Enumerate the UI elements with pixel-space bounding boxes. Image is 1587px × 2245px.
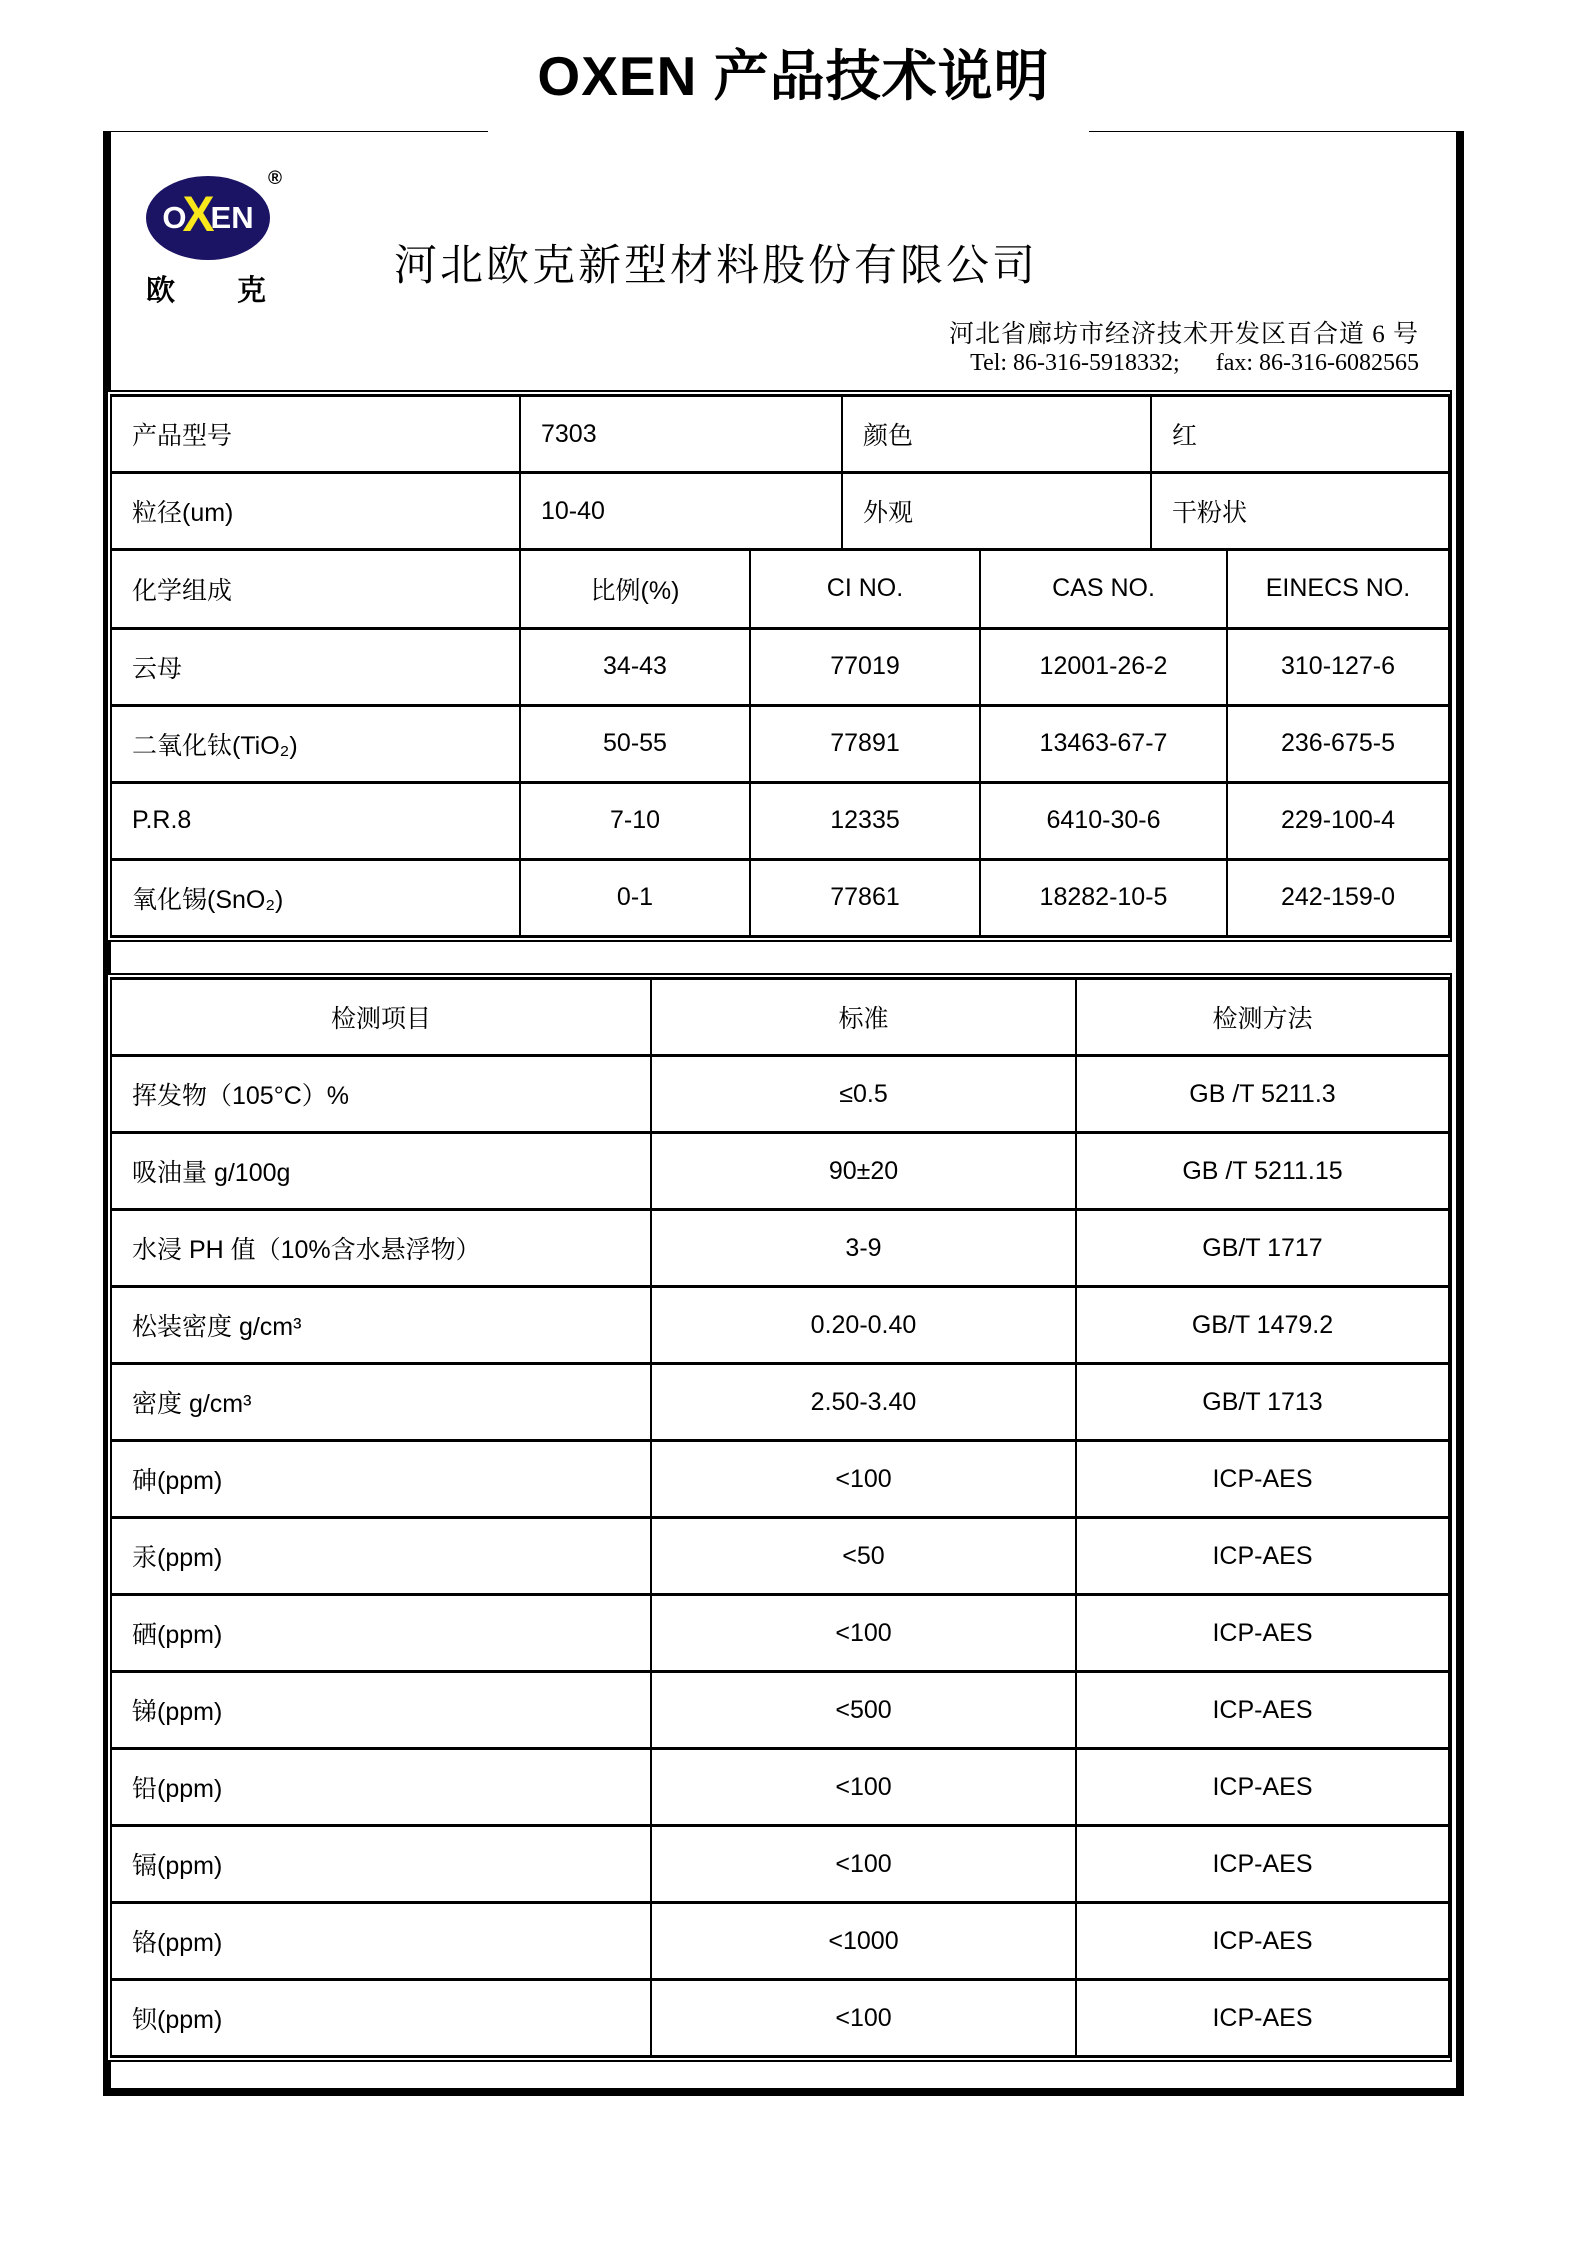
test-cell: GB/T 1479.2 [1076, 1287, 1449, 1364]
test-table-wrap [106, 973, 1452, 2062]
composition-cell: 236-675-5 [1227, 705, 1449, 782]
composition-cell: 77891 [750, 705, 980, 782]
composition-cell: 化学组成 [111, 551, 520, 628]
table-row [111, 1903, 1449, 1980]
table-row [111, 473, 1449, 550]
test-cell: 水浸 PH 值（10%含水悬浮物） [111, 1210, 651, 1287]
page-title: OXEN 产品技术说明 [537, 45, 1050, 107]
table-row [111, 1056, 1449, 1133]
test-cell: 密度 g/cm³ [111, 1364, 651, 1441]
composition-cell: 77861 [750, 859, 980, 936]
test-cell: 锑(ppm) [111, 1672, 651, 1749]
composition-cell: 7-10 [520, 782, 750, 859]
test-cell: 砷(ppm) [111, 1441, 651, 1518]
table-row [111, 859, 1449, 936]
table-row [111, 1826, 1449, 1903]
product-info-cell: 产品型号 [111, 396, 520, 473]
test-cell: ICP-AES [1076, 1903, 1449, 1980]
composition-cell: 12001-26-2 [980, 628, 1227, 705]
table-row [111, 1518, 1449, 1595]
test-cell: ICP-AES [1076, 1595, 1449, 1672]
test-cell: ICP-AES [1076, 1672, 1449, 1749]
table-row [111, 705, 1449, 782]
test-cell: <500 [651, 1672, 1076, 1749]
test-cell: <100 [651, 1749, 1076, 1826]
test-cell: ICP-AES [1076, 1826, 1449, 1903]
header-cell: 检测方法 [1076, 979, 1449, 1056]
company-address-block [949, 320, 1419, 378]
test-cell: GB/T 1713 [1076, 1364, 1449, 1441]
composition-cell: 34-43 [520, 628, 750, 705]
test-cell: <100 [651, 1441, 1076, 1518]
logo-letter-o: O [162, 200, 187, 235]
table-row [111, 782, 1449, 859]
product-info-cell: 外观 [842, 473, 1151, 550]
composition-cell: 229-100-4 [1227, 782, 1449, 859]
composition-cell: 云母 [111, 628, 520, 705]
chemical-composition-table [110, 551, 1450, 938]
test-cell: GB /T 5211.3 [1076, 1056, 1449, 1133]
test-cell: <100 [651, 1826, 1076, 1903]
composition-cell: 242-159-0 [1227, 859, 1449, 936]
test-cell: <100 [651, 1595, 1076, 1672]
table-row [111, 551, 1449, 628]
table-row [111, 1595, 1449, 1672]
test-cell: GB/T 1717 [1076, 1210, 1449, 1287]
test-cell: <1000 [651, 1903, 1076, 1980]
product-info-table [110, 394, 1450, 551]
product-info-cell: 红 [1151, 396, 1449, 473]
table-row [111, 1980, 1449, 2057]
test-standards-table [110, 977, 1450, 2058]
test-cell: ICP-AES [1076, 1980, 1449, 2057]
product-info-cell: 10-40 [520, 473, 842, 550]
composition-cell: 18282-10-5 [980, 859, 1227, 936]
table-row [111, 628, 1449, 705]
test-cell: 松装密度 g/cm³ [111, 1287, 651, 1364]
registered-trademark-icon: ® [268, 168, 282, 189]
test-cell: GB /T 5211.15 [1076, 1133, 1449, 1210]
product-info-cell: 粒径(um) [111, 473, 520, 550]
test-cell: <50 [651, 1518, 1076, 1595]
composition-cell: 50-55 [520, 705, 750, 782]
header-cell: 检测项目 [111, 979, 651, 1056]
composition-cell: CI NO. [750, 551, 980, 628]
composition-cell: 77019 [750, 628, 980, 705]
test-cell: 90±20 [651, 1133, 1076, 1210]
product-info-cell: 颜色 [842, 396, 1151, 473]
test-cell: 2.50-3.40 [651, 1364, 1076, 1441]
test-cell: ≤0.5 [651, 1056, 1076, 1133]
oxen-logo-icon [146, 176, 270, 260]
test-cell: 吸油量 g/100g [111, 1133, 651, 1210]
product-info-cell: 干粉状 [1151, 473, 1449, 550]
test-cell: 铅(ppm) [111, 1749, 651, 1826]
test-cell: <100 [651, 1980, 1076, 2057]
table-row [111, 1672, 1449, 1749]
table-row [111, 1441, 1449, 1518]
test-cell: 钡(ppm) [111, 1980, 651, 2057]
composition-cell: 6410-30-6 [980, 782, 1227, 859]
test-cell: 0.20-0.40 [651, 1287, 1076, 1364]
composition-cell: 二氧化钛(TiO₂) [111, 705, 520, 782]
logo-cn-char-right: 克 [236, 275, 266, 307]
composition-cell: 氧化锡(SnO₂) [111, 859, 520, 936]
test-cell: 汞(ppm) [111, 1518, 651, 1595]
logo-cn-char-left: 欧 [146, 275, 176, 307]
test-cell: 3-9 [651, 1210, 1076, 1287]
company-name: 河北欧克新型材料股份有限公司 [394, 243, 1038, 290]
composition-cell: 310-127-6 [1227, 628, 1449, 705]
composition-cell: CAS NO. [980, 551, 1227, 628]
test-cell: 铬(ppm) [111, 1903, 651, 1980]
table-row [111, 1749, 1449, 1826]
table-row [111, 1210, 1449, 1287]
company-logo [146, 168, 282, 309]
table-row [111, 396, 1449, 473]
table-row [111, 1287, 1449, 1364]
composition-cell: EINECS NO. [1227, 551, 1449, 628]
table-header-row [111, 979, 1449, 1056]
header-cell: 标准 [651, 979, 1076, 1056]
logo-chinese-name [146, 268, 266, 309]
composition-cell: P.R.8 [111, 782, 520, 859]
composition-cell: 0-1 [520, 859, 750, 936]
composition-cell: 13463-67-7 [980, 705, 1227, 782]
composition-cell: 12335 [750, 782, 980, 859]
test-cell: 镉(ppm) [111, 1826, 651, 1903]
table-row [111, 1364, 1449, 1441]
product-spec-table-wrap [106, 390, 1452, 942]
company-contact: Tel: 86-316-5918332; fax: 86-316-6082565 [970, 350, 1419, 376]
test-cell: 硒(ppm) [111, 1595, 651, 1672]
test-cell: ICP-AES [1076, 1441, 1449, 1518]
table-row [111, 1133, 1449, 1210]
test-cell: ICP-AES [1076, 1749, 1449, 1826]
company-address: 河北省廊坊市经济技术开发区百合道 6 号 [948, 321, 1419, 348]
composition-cell: 比例(%) [520, 551, 750, 628]
test-cell: 挥发物（105°C）% [111, 1056, 651, 1133]
logo-star-x-icon: X [182, 186, 215, 243]
logo-letters-en: EN [210, 200, 254, 235]
product-info-cell: 7303 [520, 396, 842, 473]
test-cell: ICP-AES [1076, 1518, 1449, 1595]
